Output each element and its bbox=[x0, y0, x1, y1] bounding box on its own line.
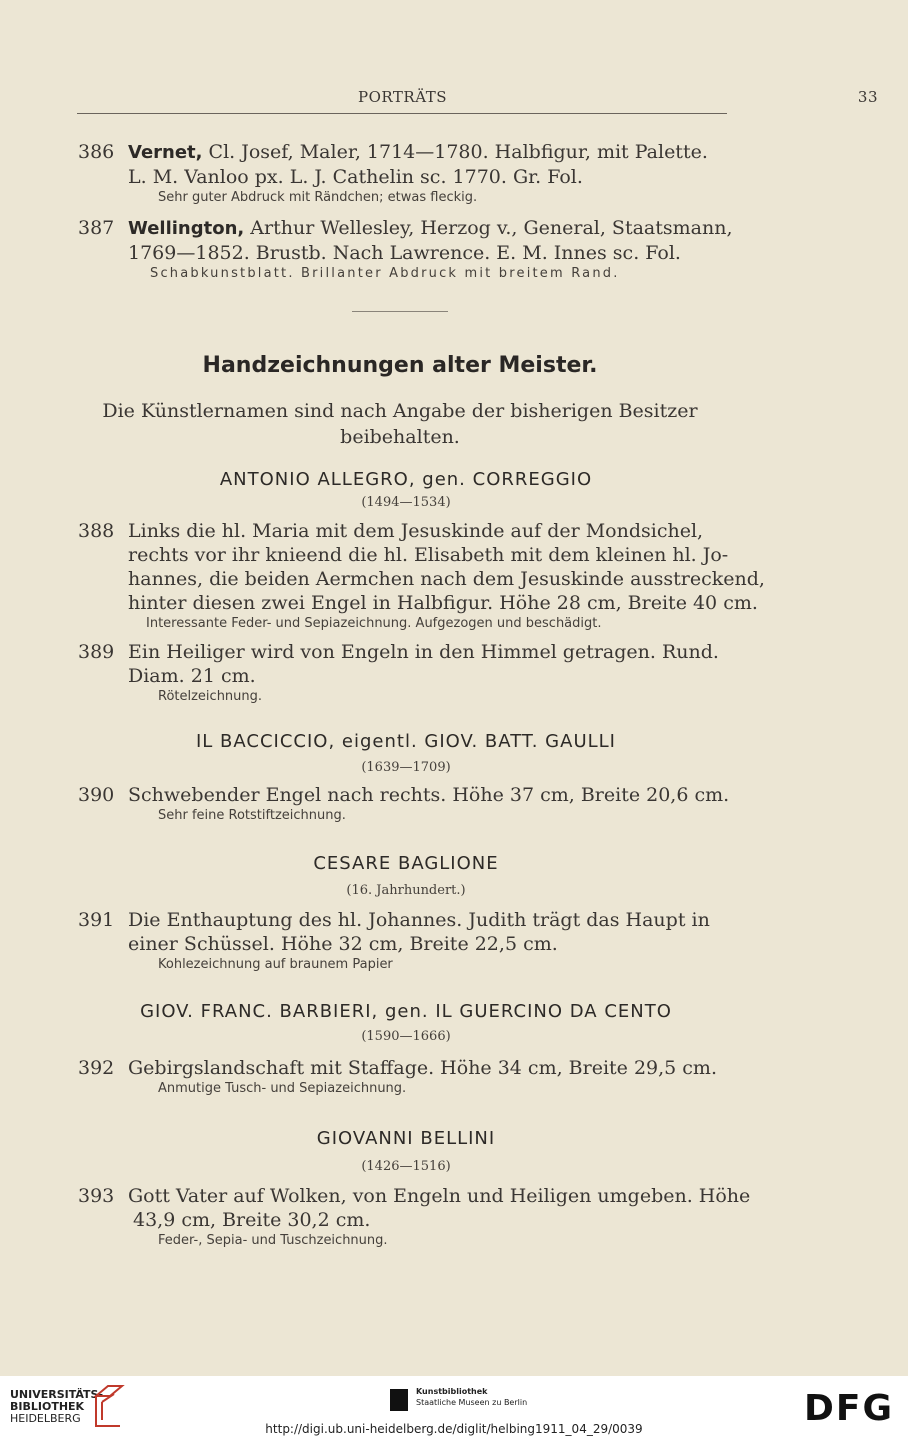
entry-text: Gebirgslandschaft mit Staffage. Höhe 34 cm, Breite 29,5 cm. bbox=[128, 1057, 717, 1079]
artist-dates: (1590—1666) bbox=[361, 1029, 451, 1044]
uni-line: UNIVERSITÄTS- bbox=[10, 1388, 104, 1401]
section-title: Handzeichnungen alter Meister. bbox=[202, 353, 598, 378]
entry-note: Interessante Feder- und Sepiazeichnung. Aufgezogen und beschädigt. bbox=[146, 616, 602, 631]
artist-heading: IL BACCICCIO, eigentl. GIOV. BATT. GAULLI bbox=[196, 731, 616, 752]
viewer-footer bbox=[0, 1376, 908, 1438]
entry-text: Arthur Wellesley, Herzog v., General, Staatsmann, bbox=[244, 217, 733, 239]
kb-line: Kunstbibliothek bbox=[416, 1387, 488, 1396]
catalog-entry-388 bbox=[78, 519, 765, 633]
artist-heading: GIOVANNI BELLINI bbox=[316, 1128, 496, 1149]
catalog-entry-386 bbox=[78, 140, 730, 207]
catalog-entry-389 bbox=[78, 640, 730, 706]
entry-name: Wellington, bbox=[128, 218, 245, 239]
artist-heading: ANTONIO ALLEGRO, gen. CORREGGIO bbox=[219, 469, 593, 490]
entry-text: einer Schüssel. Höhe 32 cm, Breite 22,5 cm. bbox=[128, 933, 558, 955]
entry-note: Anmutige Tusch- und Sepiazeichnung. bbox=[158, 1081, 407, 1096]
entry-note: Sehr guter Abdruck mit Rändchen; etwas fleckig. bbox=[158, 190, 478, 205]
entry-text: Schwebender Engel nach rechts. Höhe 37 cm, Breite 20,6 cm. bbox=[128, 784, 730, 806]
entry-number: 387 bbox=[78, 217, 115, 239]
entry-number: 388 bbox=[78, 520, 115, 542]
dfg-logo[interactable]: DFG bbox=[803, 1388, 894, 1429]
uni-line: BIBLIOTHEK bbox=[10, 1400, 85, 1413]
entry-note: Sehr feine Rotstiftzeichnung. bbox=[158, 808, 346, 823]
entry-note: Schabkunstblatt. Brillanter Abdruck mit breitem Rand. bbox=[150, 266, 620, 281]
kunstbibliothek-mark-icon bbox=[390, 1389, 408, 1411]
artist-dates: (1426—1516) bbox=[361, 1159, 451, 1174]
entry-text: L. M. Vanloo px. L. J. Cathelin sc. 1770. Gr. Fol. bbox=[128, 166, 583, 188]
kb-line: Staatliche Museen zu Berlin bbox=[416, 1398, 528, 1407]
entry-text: 1769—1852. Brustb. Nach Lawrence. E. M. Innes sc. Fol. bbox=[128, 242, 681, 264]
header-rule bbox=[77, 113, 727, 114]
entry-text: Die Enthauptung des hl. Johannes. Judith trägt das Haupt in bbox=[128, 909, 710, 931]
section-intro-line: beibehalten. bbox=[340, 426, 460, 448]
entry-text: Links die hl. Maria mit dem Jesuskinde auf der Mondsichel, bbox=[128, 520, 704, 542]
page-number: 33 bbox=[857, 88, 878, 106]
catalog-entry-387 bbox=[78, 216, 733, 283]
entry-text: Gott Vater auf Wolken, von Engeln und Heiligen umgeben. Höhe bbox=[128, 1185, 751, 1207]
entry-text: hinter diesen zwei Engel in Halbfigur. Höhe 28 cm, Breite 40 cm. bbox=[128, 592, 758, 614]
catalog-entry-390 bbox=[78, 783, 730, 825]
entry-number: 393 bbox=[78, 1185, 115, 1207]
artist-dates: (1639—1709) bbox=[361, 760, 451, 775]
uni-line: HEIDELBERG bbox=[10, 1412, 81, 1425]
entry-text: Diam. 21 cm. bbox=[128, 665, 256, 687]
entry-text: hannes, die beiden Aermchen nach dem Jesuskinde ausstreckend, bbox=[128, 568, 765, 590]
entry-note: Kohlezeichnung auf braunem Papier bbox=[158, 957, 393, 972]
artist-heading: CESARE BAGLIONE bbox=[313, 853, 499, 874]
artist-dates: (16. Jahrhundert.) bbox=[346, 883, 466, 898]
catalog-entry-392 bbox=[78, 1056, 730, 1098]
university-library-logo-text[interactable] bbox=[10, 1389, 103, 1425]
artist-dates: (1494—1534) bbox=[361, 495, 451, 510]
entry-number: 386 bbox=[78, 141, 115, 163]
header-title: PORTRÄTS bbox=[357, 88, 447, 106]
entry-number: 389 bbox=[78, 641, 115, 663]
running-header bbox=[77, 88, 878, 108]
entry-note: Rötelzeichnung. bbox=[158, 689, 263, 704]
section-intro-line: Die Künstlernamen sind nach Angabe der bisherigen Besitzer bbox=[102, 400, 698, 422]
entry-note: Feder-, Sepia- und Tuschzeichnung. bbox=[158, 1233, 388, 1248]
entry-text: Ein Heiliger wird von Engeln in den Himmel getragen. Rund. bbox=[128, 641, 719, 663]
catalog-entry-393 bbox=[78, 1184, 751, 1250]
entry-text: 43,9 cm, Breite 30,2 cm. bbox=[133, 1209, 371, 1231]
entry-number: 390 bbox=[78, 784, 115, 806]
permalink-url[interactable]: http://digi.ub.uni-heidelberg.de/diglit/helbing1911_04_29/0039 bbox=[265, 1422, 643, 1436]
catalog-entry-391 bbox=[78, 908, 730, 974]
section-divider bbox=[352, 311, 448, 312]
entry-text: Cl. Josef, Maler, 1714—1780. Halbfigur, mit Palette. bbox=[202, 141, 708, 163]
entry-number: 391 bbox=[78, 909, 115, 931]
entry-name: Vernet, bbox=[128, 142, 203, 163]
artist-heading: GIOV. FRANC. BARBIERI, gen. IL GUERCINO DA CENTO bbox=[140, 1001, 672, 1022]
entry-number: 392 bbox=[78, 1057, 115, 1079]
entry-text: rechts vor ihr knieend die hl. Elisabeth mit dem kleinen hl. Jo- bbox=[128, 544, 729, 566]
